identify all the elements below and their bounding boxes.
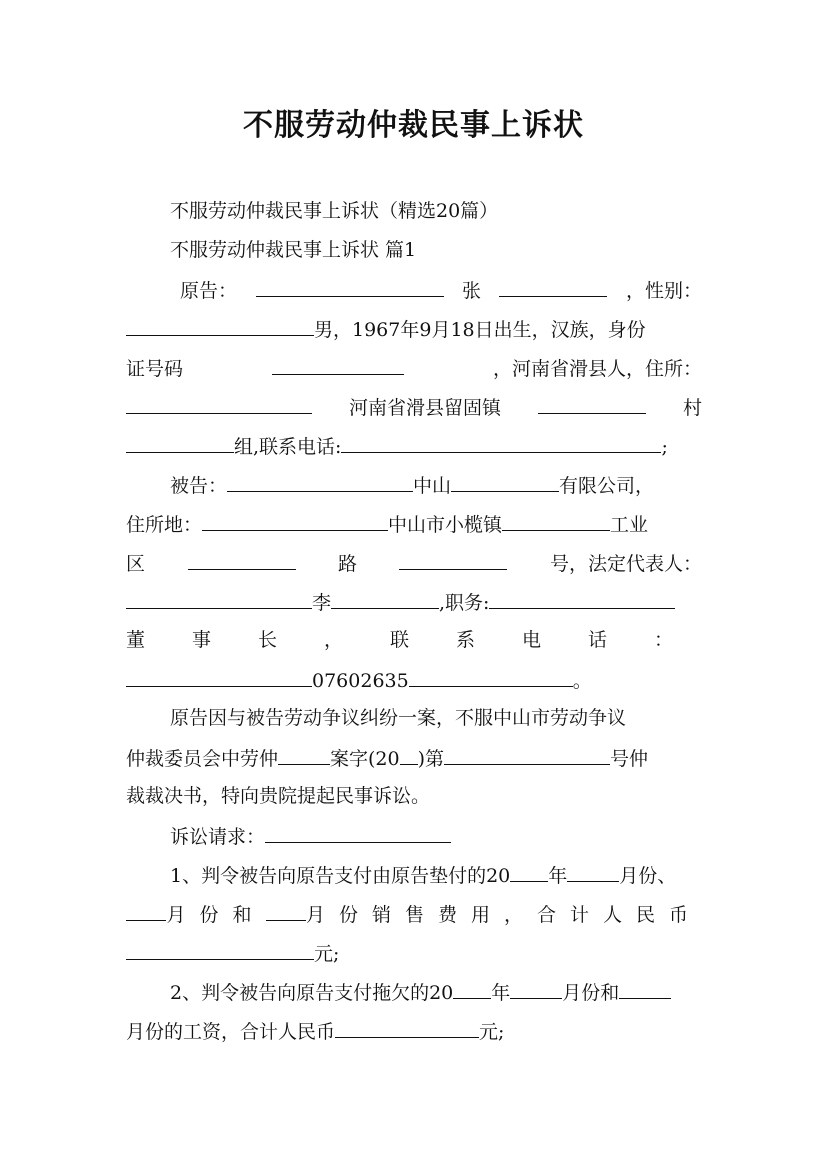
claim2-text-e: 元;: [479, 1021, 505, 1043]
id-label: 证号码: [126, 358, 184, 380]
company-suffix: 有限公司，: [559, 475, 655, 497]
village: 村: [682, 397, 702, 419]
blank-field: [188, 549, 296, 570]
defendant-town: 中山市小榄镇: [388, 514, 503, 536]
blank-field: [335, 1017, 479, 1038]
para1-line2: [126, 744, 702, 772]
domicile-line: [126, 510, 702, 538]
rep-name: 李: [312, 592, 332, 614]
hometown: ，河南省滑县人，住所：: [492, 358, 702, 380]
plaintiff-info: 男，1967年9月18日出生，汉族，身份: [314, 319, 646, 341]
plaintiff-info-line: [126, 315, 702, 343]
blank-field: [256, 276, 444, 297]
para1-text-d: 号仲: [610, 748, 649, 770]
blank-field: [567, 861, 619, 882]
chairman-line: 董事长，联系电话：: [126, 629, 721, 651]
blank-field: [126, 666, 312, 687]
para1-line3: 裁裁决书，特向贵院提起民事诉讼。: [126, 785, 431, 807]
district-line: [126, 549, 702, 577]
claim1-text-e: 月份销售费用，合计人民币: [305, 904, 702, 926]
phone-line: [126, 432, 702, 460]
para1-text-a: 仲裁委员会中劳仲: [126, 748, 279, 770]
claim1-text-c: 月份、: [619, 865, 677, 887]
group-phone: 组,联系电话:: [234, 436, 342, 458]
blank-field: [272, 354, 404, 375]
blank-field: [510, 978, 562, 999]
claim1-text-f: 元;: [314, 943, 340, 965]
blank-field: [266, 900, 306, 921]
claim1-text-b: 年: [548, 865, 568, 887]
claims-label: 诉讼请求：: [170, 826, 266, 848]
blank-field: [227, 471, 413, 492]
defendant-label: 被告：: [170, 475, 228, 497]
blank-field: [331, 588, 439, 609]
blank-field: [510, 861, 548, 882]
blank-field: [126, 939, 314, 960]
claim1-line1: [170, 861, 702, 889]
rep-line: [126, 588, 702, 616]
defendant-city: 中山: [413, 475, 452, 497]
blank-field: [126, 588, 312, 609]
claim2-text-a: 2、判令被告向原告支付拖欠的20: [170, 982, 454, 1004]
blank-field: [538, 393, 646, 414]
phone-number-line: [126, 666, 702, 694]
blank-field: [126, 432, 234, 453]
address-line: [126, 393, 702, 421]
blank-field: [399, 549, 507, 570]
claim2-text-b: 年: [491, 982, 511, 1004]
plaintiff-label: 原告：: [180, 280, 238, 302]
road: 路: [337, 553, 357, 575]
blank-field: [341, 432, 661, 453]
claims-line: [170, 822, 702, 850]
blank-field: [400, 744, 418, 765]
semicolon: ;: [661, 436, 668, 458]
plaintiff-line: [180, 276, 702, 304]
blank-field: [126, 393, 312, 414]
position-label: ,职务:: [439, 592, 490, 614]
claim2-text-d: 月份的工资，合计人民币: [126, 1021, 336, 1043]
claim2-line2: [126, 1017, 702, 1045]
industrial: 工业: [610, 514, 649, 536]
district: 区: [126, 553, 146, 575]
period: 。: [572, 670, 592, 692]
claim1-text-a: 1、判令被告向原告支付由原告垫付的20: [170, 865, 511, 887]
blank-field: [499, 276, 607, 297]
blank-field: [126, 315, 314, 336]
blank-field: [489, 588, 675, 609]
blank-field: [619, 978, 671, 999]
number-rep: 号，法定代表人：: [549, 553, 702, 575]
claim2-line1: [170, 978, 702, 1006]
para1-text-b: 案字(20: [330, 748, 400, 770]
claim1-line2: [126, 900, 702, 928]
document-title: 不服劳动仲裁民事上诉状: [243, 108, 584, 143]
blank-field: [409, 666, 573, 687]
para1-line1: 原告因与被告劳动争议纠纷一案，不服中山市劳动争议: [170, 707, 627, 729]
claim1-line3: [126, 939, 702, 967]
para1-text-c: )第: [417, 748, 445, 770]
blank-field: [265, 822, 451, 843]
blank-field: [453, 978, 491, 999]
blank-field: [444, 744, 610, 765]
domicile-label: 住所地：: [126, 514, 203, 536]
blank-field: [202, 510, 388, 531]
blank-field: [451, 471, 559, 492]
blank-field: [502, 510, 610, 531]
plaintiff-name: 张: [461, 280, 481, 302]
defendant-line: [170, 471, 702, 499]
subtitle: 不服劳动仲裁民事上诉状（精选20篇）: [170, 200, 499, 222]
blank-field: [278, 744, 330, 765]
blank-field: [126, 900, 166, 921]
claim1-text-d: 月份和: [166, 904, 266, 926]
id-line: [126, 354, 702, 382]
phone-number: 07602635: [312, 670, 409, 692]
section-heading: 不服劳动仲裁民事上诉状 篇1: [170, 239, 417, 261]
address: 河南省滑县留固镇: [348, 397, 501, 419]
claim2-text-c: 月份和: [562, 982, 620, 1004]
gender-label: ，性别：: [625, 280, 702, 302]
